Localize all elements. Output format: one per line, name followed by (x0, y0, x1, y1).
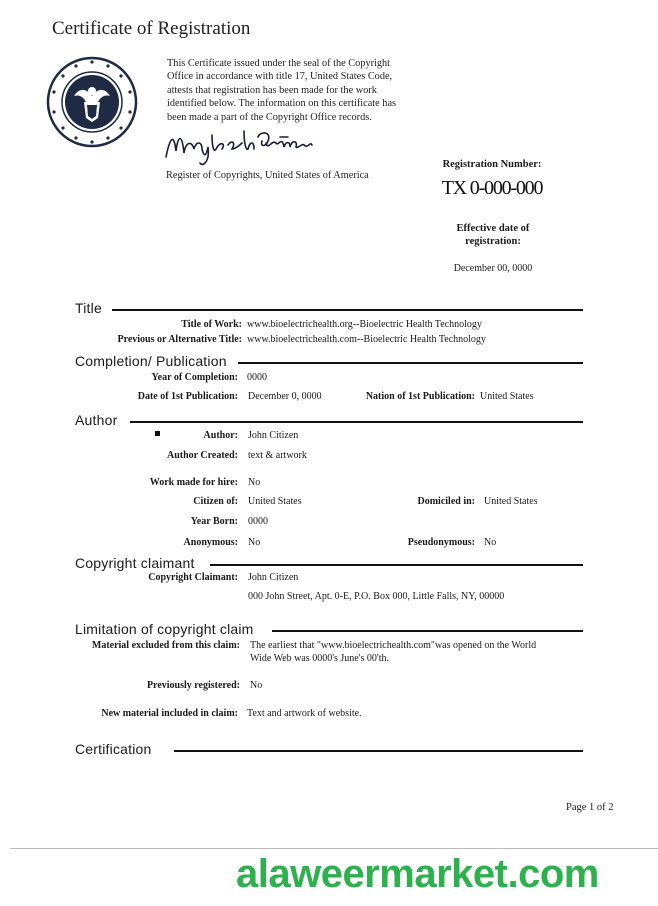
domiciled-in-label: Domiciled in: (417, 496, 475, 507)
copyright-claimant-label: Copyright Claimant: (148, 572, 238, 583)
pseudonymous-value: No (484, 537, 497, 548)
title-of-work-value: www.bioelectrichealth.org--Bioelectric Health Technology (247, 319, 482, 330)
title-of-work-label: Title of Work: (181, 319, 242, 330)
section-author-heading: Author (75, 412, 118, 428)
section-rule (130, 421, 583, 423)
previously-registered-label: Previously registered: (146, 680, 240, 691)
work-for-hire-value: No (248, 477, 261, 488)
bullet-icon (155, 431, 160, 436)
section-title-heading: Title (75, 300, 102, 316)
year-of-completion-label: Year of Completion: (151, 372, 238, 383)
copyright-claimant-value: John Citizen (248, 572, 299, 583)
section-certification-heading: Certification (75, 741, 152, 757)
alternative-title-value: www.bioelectrichealth.com--Bioelectric Health Technology (247, 334, 486, 345)
citizen-of-label: Citizen of: (193, 496, 238, 507)
effective-date-label: Effective date of registration: (456, 223, 530, 247)
citizen-of-value: United States (248, 496, 302, 507)
anonymous-value: No (248, 537, 261, 548)
registration-number: TX 0-000-000 (441, 177, 543, 199)
section-rule (272, 630, 583, 632)
nation-of-publication-value: United States (480, 391, 534, 402)
year-born-label: Year Born: (190, 516, 238, 527)
new-material-value: Text and artwork of website. (247, 708, 362, 719)
domiciled-in-value: United States (484, 496, 538, 507)
year-of-completion-value: 0000 (247, 372, 267, 383)
alternative-title-label: Previous or Alternative Title: (117, 334, 242, 345)
material-excluded-label: Material excluded from this claim: (91, 640, 240, 651)
copyright-office-seal (46, 56, 138, 148)
page-number: Page 1 of 2 (566, 802, 614, 813)
previously-registered-value: No (250, 680, 263, 691)
watermark-text: alaweermarket.com (236, 852, 599, 896)
claimant-address: 000 John Street, Apt. 0-E, P.O. Box 000, Little Falls, NY, 00000 (248, 591, 505, 602)
section-rule (174, 750, 583, 752)
certificate-intro-text: This Certificate issued under the seal of the Copyright Office in accordance with title 17, United States Code, attests that registration has been made for the work identified below. The information on this certificate has been made a part of the Copyright Office records. (167, 58, 397, 123)
register-signature (162, 127, 327, 167)
date-of-publication-value: December 0, 0000 (248, 391, 322, 402)
registration-number-label: Registration Number: (442, 159, 542, 170)
anonymous-label: Anonymous: (183, 537, 238, 548)
certificate-title: Certificate of Registration (52, 18, 251, 39)
register-of-copyrights-line: Register of Copyrights, United States of America (166, 170, 369, 181)
new-material-label: New material included in claim: (101, 708, 238, 719)
section-completion-heading: Completion/ Publication (75, 353, 227, 369)
author-created-label: Author Created: (166, 450, 238, 461)
date-of-publication-label: Date of 1st Publication: (137, 391, 238, 402)
footer-divider (10, 848, 658, 849)
section-rule (238, 362, 583, 364)
section-claimant-heading: Copyright claimant (75, 555, 195, 571)
nation-of-publication-label: Nation of 1st Publication: (365, 391, 475, 402)
year-born-value: 0000 (248, 516, 268, 527)
work-for-hire-label: Work made for hire: (149, 477, 238, 488)
pseudonymous-label: Pseudonymous: (407, 537, 475, 548)
section-rule (112, 309, 583, 311)
section-rule (210, 564, 583, 566)
author-label: Author: (203, 430, 238, 441)
author-value: John Citizen (248, 430, 299, 441)
material-excluded-value: The earliest that "www.bioelectrichealth.com"was opened on the World Wide Web was 0000's June's 00'th. (250, 640, 537, 664)
section-limitation-heading: Limitation of copyright claim (75, 621, 254, 637)
author-created-value: text & artwork (248, 450, 307, 461)
effective-date: December 00, 0000 (453, 263, 533, 274)
